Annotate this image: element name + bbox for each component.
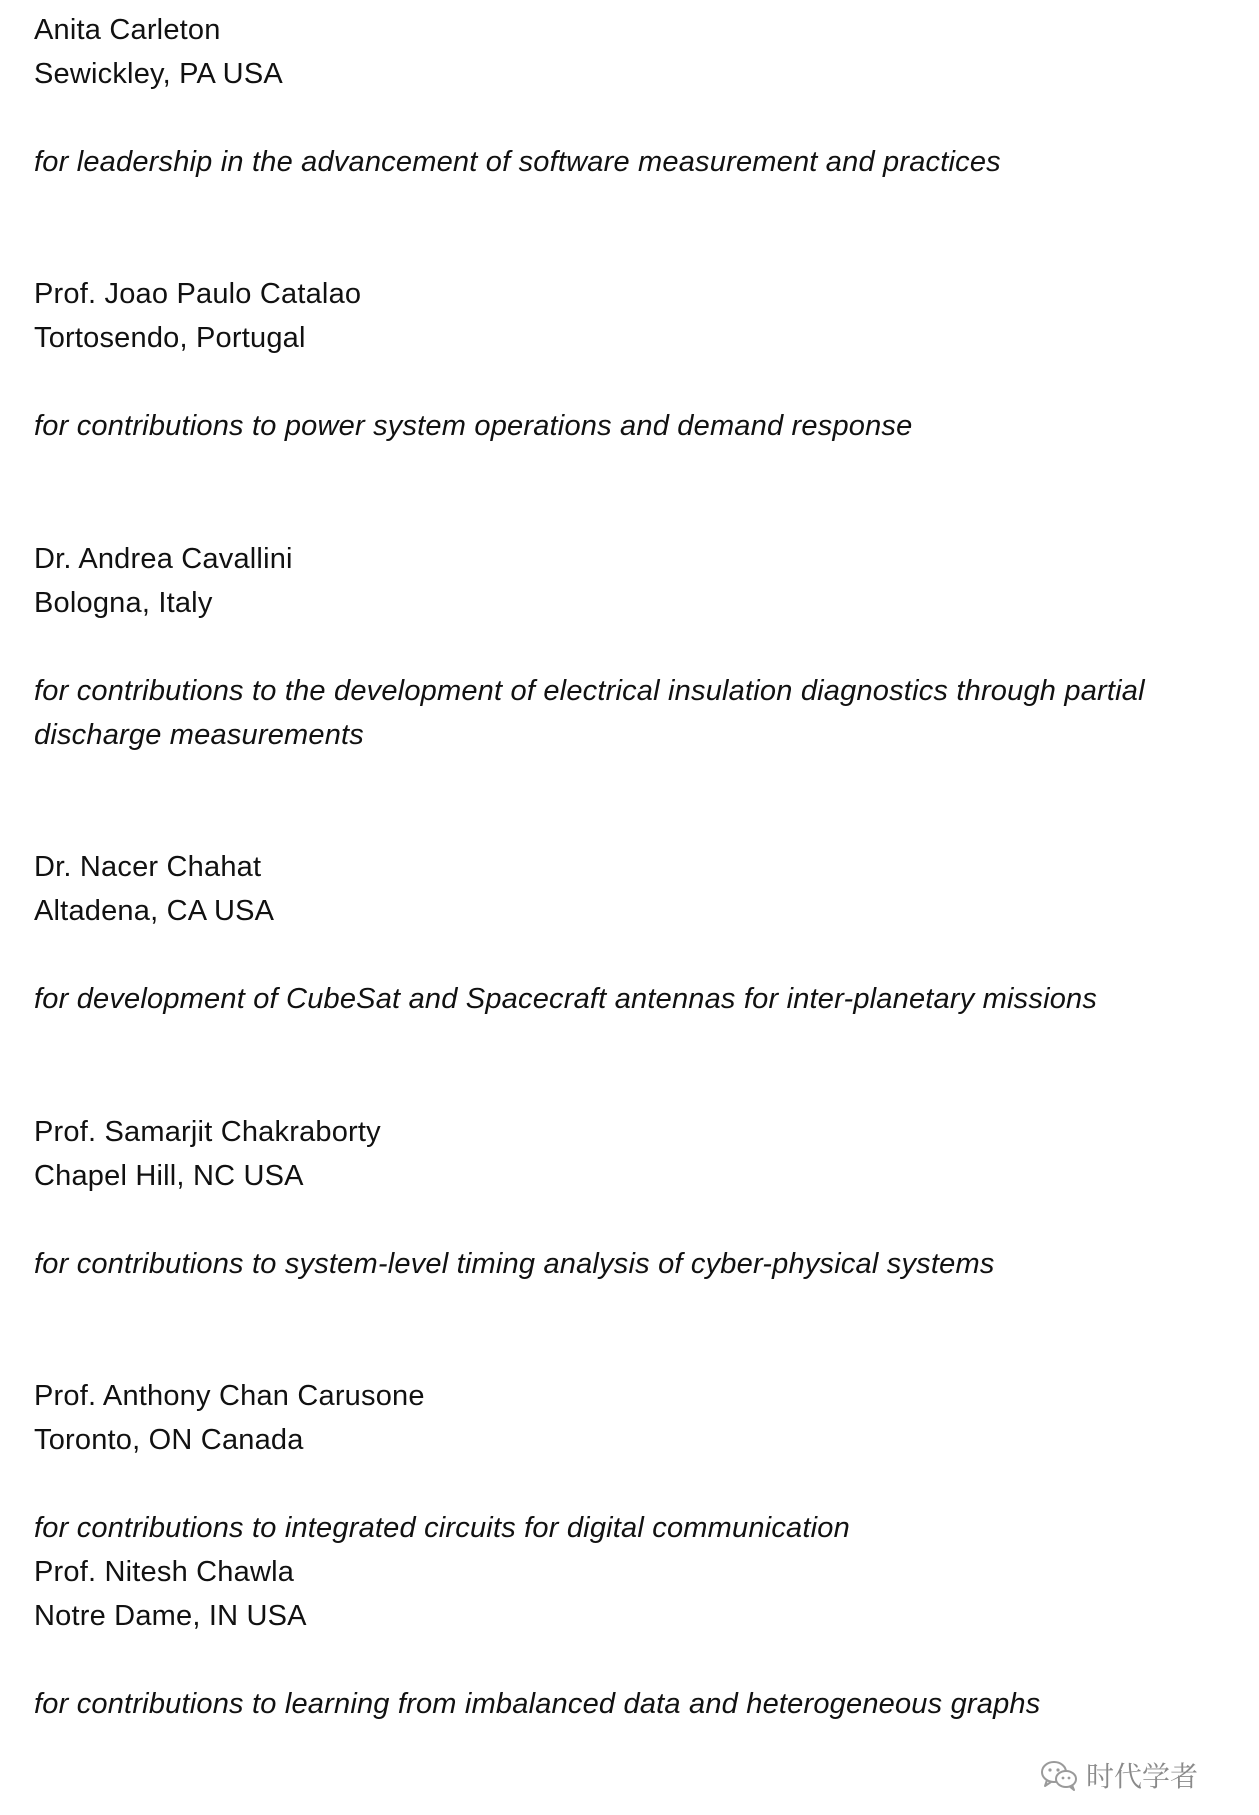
fellow-citation-line-2: discharge measurements bbox=[34, 719, 364, 751]
fellow-location: Toronto, ON Canada bbox=[34, 1424, 304, 1456]
fellow-name: Anita Carleton bbox=[34, 14, 221, 46]
fellow-name: Prof. Anthony Chan Carusone bbox=[34, 1380, 425, 1412]
fellow-citation: for leadership in the advancement of software measurement and practices bbox=[34, 146, 1001, 178]
fellow-name: Prof. Nitesh Chawla bbox=[34, 1556, 295, 1588]
wechat-icon bbox=[1040, 1759, 1078, 1791]
fellow-location: Tortosendo, Portugal bbox=[34, 322, 306, 354]
fellow-name: Dr. Nacer Chahat bbox=[34, 851, 262, 883]
fellow-citation: for contributions to integrated circuits for digital communication bbox=[34, 1512, 850, 1544]
fellow-location: Altadena, CA USA bbox=[34, 895, 275, 927]
fellow-location: Bologna, Italy bbox=[34, 587, 213, 619]
fellow-citation: for contributions to system-level timing analysis of cyber-physical systems bbox=[34, 1248, 995, 1280]
fellow-name: Dr. Andrea Cavallini bbox=[34, 543, 293, 575]
fellow-citation: for contributions to power system operations and demand response bbox=[34, 410, 913, 442]
fellow-citation-line-1: for contributions to the development of electrical insulation diagnostics through partial bbox=[34, 675, 1145, 707]
fellow-citation: for development of CubeSat and Spacecraft antennas for inter-planetary missions bbox=[34, 983, 1098, 1015]
fellow-name: Prof. Joao Paulo Catalao bbox=[34, 278, 362, 310]
fellow-location: Sewickley, PA USA bbox=[34, 58, 283, 90]
watermark bbox=[1040, 1753, 1198, 1797]
fellow-location: Notre Dame, IN USA bbox=[34, 1600, 307, 1632]
watermark-text: 时代学者 bbox=[1086, 1760, 1199, 1793]
fellow-location: Chapel Hill, NC USA bbox=[34, 1160, 304, 1192]
fellow-name: Prof. Samarjit Chakraborty bbox=[34, 1116, 381, 1148]
fellow-citation: for contributions to learning from imbalanced data and heterogeneous graphs bbox=[34, 1688, 1041, 1720]
